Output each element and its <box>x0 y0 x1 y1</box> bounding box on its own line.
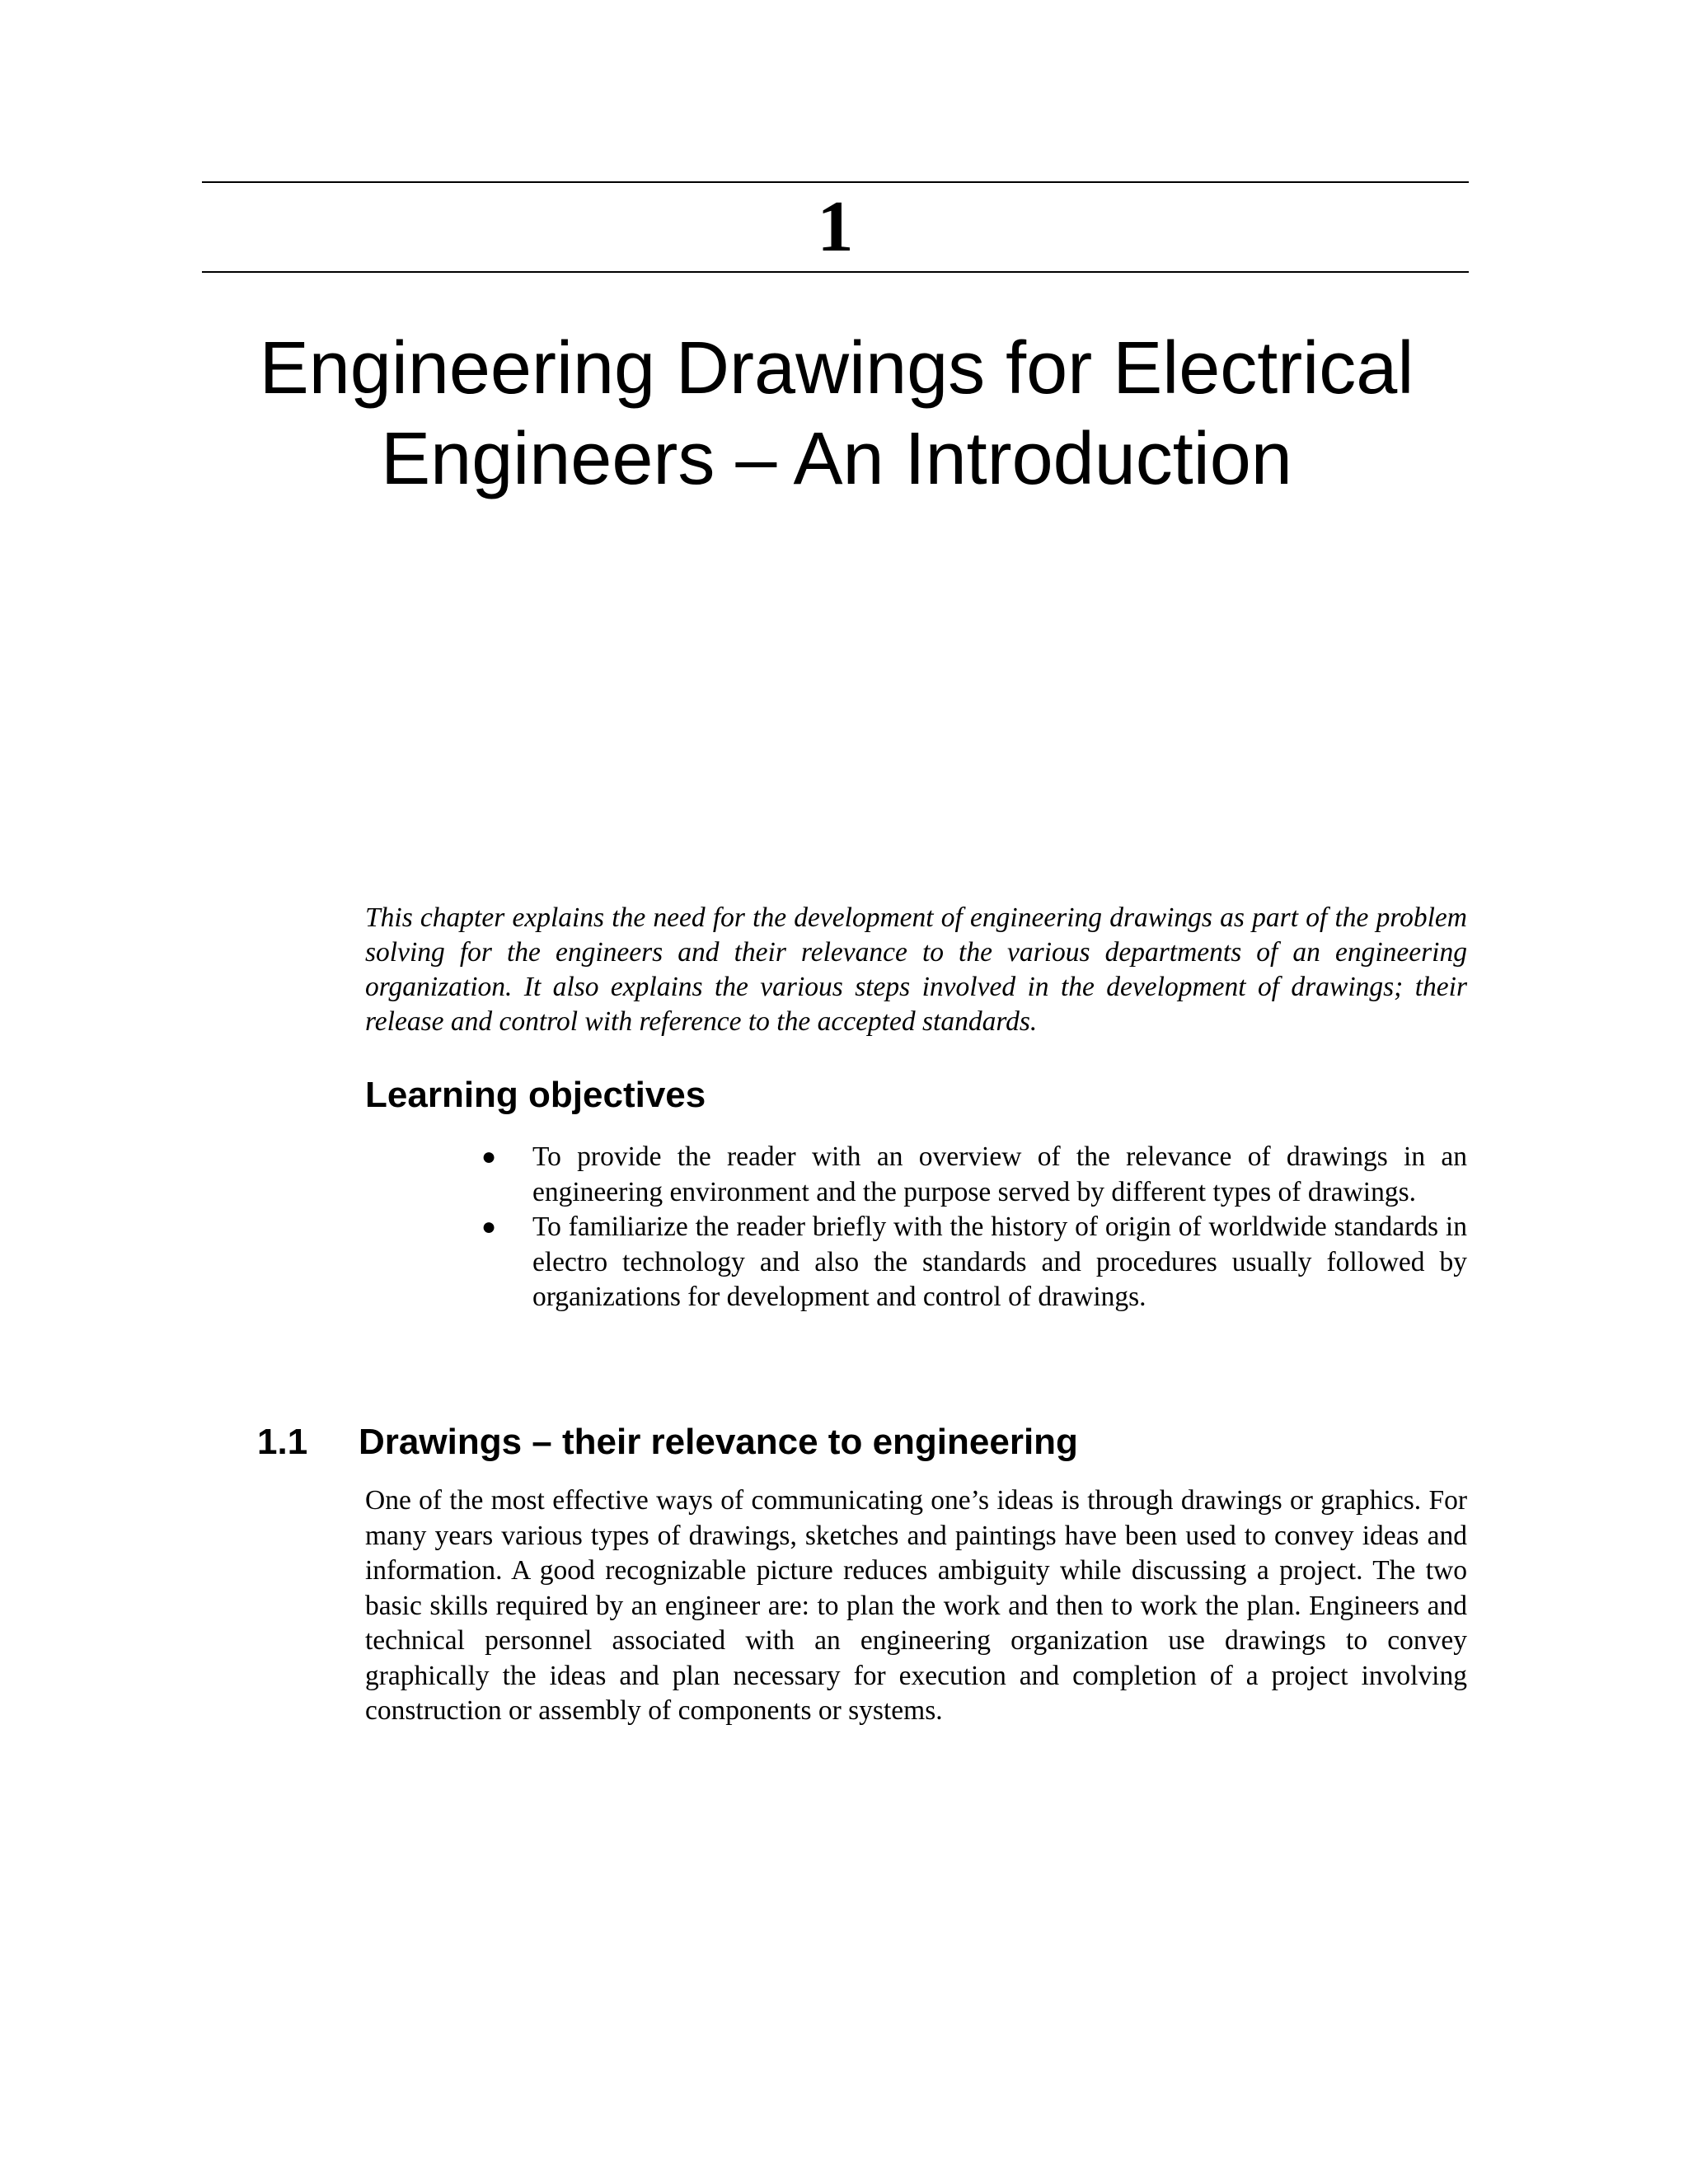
chapter-title <box>165 323 1508 504</box>
objective-text: To provide the reader with an overview of the relevance of drawings in an engineering environment and the purpose served by different types of drawings. <box>532 1141 1467 1207</box>
chapter-intro-paragraph: This chapter explains the need for the development of engineering drawings as part of the problem solving for the engineers and their relevance to the various departments of an engineering organization. It also explains the various steps involved in the development of drawings; their release and control with reference to the accepted standards. <box>365 902 1467 1037</box>
section-number: 1.1 <box>257 1422 308 1462</box>
section-title: Drawings – their relevance to engineering <box>359 1422 1078 1462</box>
objective-item <box>481 1140 1467 1210</box>
objective-item <box>481 1210 1467 1315</box>
objective-text: To familiarize the reader briefly with the history of origin of worldwide standards in electro technology and also the standards and procedures usually followed by organizations for development and control of drawings. <box>532 1212 1467 1312</box>
learning-objectives-heading: Learning objectives <box>365 1075 706 1115</box>
bullet-icon: ● <box>481 1143 497 1170</box>
chapter-bottom-rule <box>202 271 1469 273</box>
section-body-paragraph: One of the most effective ways of communicating one’s ideas is through drawings or graphics. For many years various types of drawings, sketches and paintings have been used to convey ideas and information. A good recognizable picture reduces ambiguity while discussing a project. The two basic skills required by an engineer are: to plan the work and then to work the plan. Engineers and technical personnel associated with an engineering organization use drawings to convey graphically the ideas and plan necessary for execution and completion of a project involving construction or assembly of components or systems. <box>365 1485 1467 1726</box>
chapter-number: 1 <box>817 187 854 267</box>
bullet-icon: ● <box>481 1213 497 1240</box>
learning-objectives-list <box>481 1140 1467 1315</box>
chapter-top-rule <box>202 181 1469 183</box>
chapter-title-line-1: Engineering Drawings for Electrical <box>259 327 1414 410</box>
chapter-title-line-2: Engineers – An Introduction <box>381 418 1292 500</box>
